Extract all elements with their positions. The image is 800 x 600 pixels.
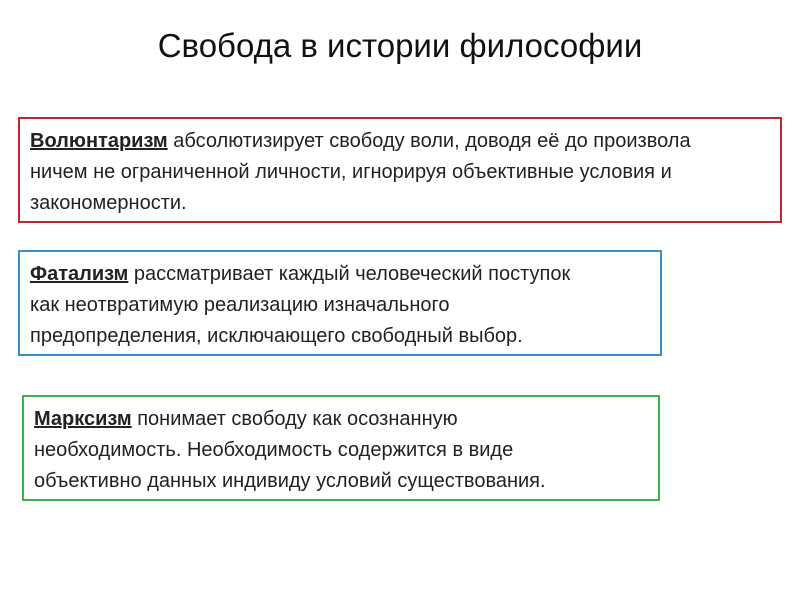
definition-text-line: объективно данных индивиду условий существования. xyxy=(34,470,546,492)
definition-box-marxism xyxy=(22,395,660,501)
definition-text-line: ничем не ограниченной личности, игнорируя объективные условия и xyxy=(30,161,672,183)
definition-text-line: необходимость. Необходимость содержится в виде xyxy=(34,439,514,461)
slide-title: Свобода в истории философии xyxy=(157,27,643,64)
definition-text-line: закономерности. xyxy=(30,192,187,214)
term-voluntarism: Волюнтаризм xyxy=(30,130,168,152)
definition-box-voluntarism xyxy=(18,117,782,223)
term-marxism: Марксизм xyxy=(34,408,132,430)
definition-text-line: как неотвратимую реализацию изначального xyxy=(30,294,450,316)
definition-text-line: предопределения, исключающего свободный выбор. xyxy=(30,325,523,347)
definition-text-line: абсолютизирует свободу воли, доводя её до произвола xyxy=(167,130,691,152)
term-fatalism: Фатализм xyxy=(30,263,129,285)
definition-text-line: рассматривает каждый человеческий поступок xyxy=(128,263,571,285)
definition-box-fatalism xyxy=(18,250,662,356)
definition-text-line: понимает свободу как осознанную xyxy=(131,408,458,430)
